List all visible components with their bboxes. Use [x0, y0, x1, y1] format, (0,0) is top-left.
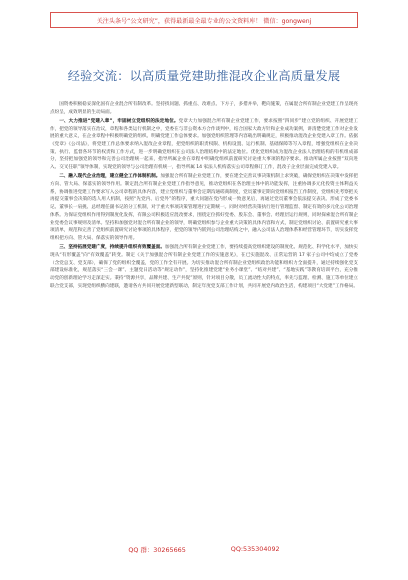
section-heading: 三、坚持拓展党建广度，持续提升组织有效覆盖面。	[59, 245, 165, 251]
document-body	[50, 101, 358, 292]
qq-number-text: QQ:535304092	[230, 545, 280, 553]
qq-group-text: QQ 群：30265665	[128, 546, 186, 554]
paragraph-section-1	[50, 118, 358, 172]
paragraph-text: 加强混合所有制企业党建工作，要持续提高党组织建设的制度化、规范化、科学化水平，加快实现从“有形覆盖”向“有效覆盖”转变。制定《关于加强混合所有制企业党建工作的实施意见》，在已实施混改、正常运营的 17 家子公司中均成立了党委（含党总支、党支部），确保了党的组织全覆盖，党的工作全有开展。为切实推动混合所有制企业党组织政治功能和组织力全面提升，通过持续强化党支部建设标准化，规范落实“三会一课”、主题党日活动等“规定动作”，坚持化推建党建“业务小课堂”、“结对共建”、“基地实践”等教育培训平台，充分推动党的创新理论学习走深走实。秉持“资源共享，品牌共建、生产共促”原则，针对项目分散，员工流动性大的特点，率先与监理、检测、施工等单位建立联合党支部，实现党组织横向建联，邀请各方共同开展党建新型联动，制定年度党支部工作计划，共同开展党内政治生活，构建项目“大党建”工作格局。	[50, 245, 358, 289]
paragraph-text: 党章大力加强混合所有制企业党建工作，要求按照“四同步”建立党的组织、开展党建工作，把党的领导落实在治议，章程和各类运行机制之中，党委在与非公资本方合作谈判中，结合国家大政方针和企业成功案例，讲清楚党建工作对企业发展的重大意义，在企业章程中积极明确党的组织、明确党建工作总体要求。加强党组织管理等内容载出明确规定，积极推动混改企业党建入章工作。依据《党章》《公司法》，将党建工作总体要求纳入混改企业章程，把党组织的职责权限、机构设置、运行机制、基础保障等写入章程，增强党组织在企业决策、执行、监督各环节的权责和工作方式，进一步明确党组织在公司法人治理结构中的法定地位。优化党组织成为混改企业法人治理结构的有机组成部分，坚持把加强党的领导和完善公司治理统一起来，指导所属企业在章程中明确党组织前置研究讨论重大事项的程序要求。推动所属企业按照“双向进入、交叉任职”领导体制，实现党的领导与公司治理有机统一，指导所属 14 家法人机构落实公司章程修订工作，混改子企业层面完成党建入章。	[50, 118, 358, 171]
paragraph-intro	[50, 101, 358, 116]
footer-contact	[0, 545, 408, 554]
paragraph-text: 加强混合所有制企业党建工作，要在建全完善议事决策机制上求突破，确保党组织在决策中发挥把方向、管大局、保落实的领导作用。制定混合所有制企业党建工作指导意见，推动党组织在各治理主体中的功能发挥，注重协调多元化投资主体利益关系，协调推进党建工作要求写入公司章程的具体内容，建立党组织与董事会定期沟通磋商制度，党员董事定期向党组织报告工作制度，党组织先考察把关再提交董事会决策的选人用人机制，按照“先党内、后党外”的程序，重大问题在党内形成一致意见后，再通过党员董事会依法提交表决。形成了党委书记、董事长一肩挑、总经理任副书记的分工机制，对于重大事项决策管理进行定期统一。同时对经营决策执行进行管理监督、制定有效的多元化公司治理体系。为保证党组织作用得到制度化发挥，有限公司积极适应混改要求，围绕定位抓好党委、股东会、董事会、经理层运行规则，同时探索混合所有制企业党委会议事规则及清单。坚持和加强党对混合所有制企业的领导，明确党组织参与企业重大决策的具体内容和方式，制定党组织讨论、前置研究重大事项清单，规范和完善了党组织前置研究讨论事项的具体程序，把党的领导内嵌到公司治理结构之中，融入公司法人治理体系和经营管理环节，切实发挥党组织把方向、管大局、保落实的领导作用。	[50, 174, 358, 241]
paragraph-section-2	[50, 173, 358, 242]
page-title: 经验交流：以高质量党建助推混改企业高质量发展	[67, 69, 341, 83]
top-banner	[50, 12, 358, 28]
section-heading: 一、大力推进“党建入章”，牢固树立党组织的法定地位。	[59, 118, 179, 124]
section-heading: 二、融入现代企业治理，建立健全工作体制机制。	[59, 174, 161, 180]
banner-text: 关注头条号“公文研究”，获得最新最全最专业的公文资料库！ 微信：gongwenj	[96, 17, 312, 25]
paragraph-text: 国资委积极稳妥深化国有企业混合所有制改革。坚持找问题、抓重点、改难点、下方子，多措并举，靶向施策，在属混合所有制企业党建工作呈现亮点纷呈，成效明显的生动局面。	[50, 102, 358, 115]
paragraph-section-3	[50, 244, 358, 290]
